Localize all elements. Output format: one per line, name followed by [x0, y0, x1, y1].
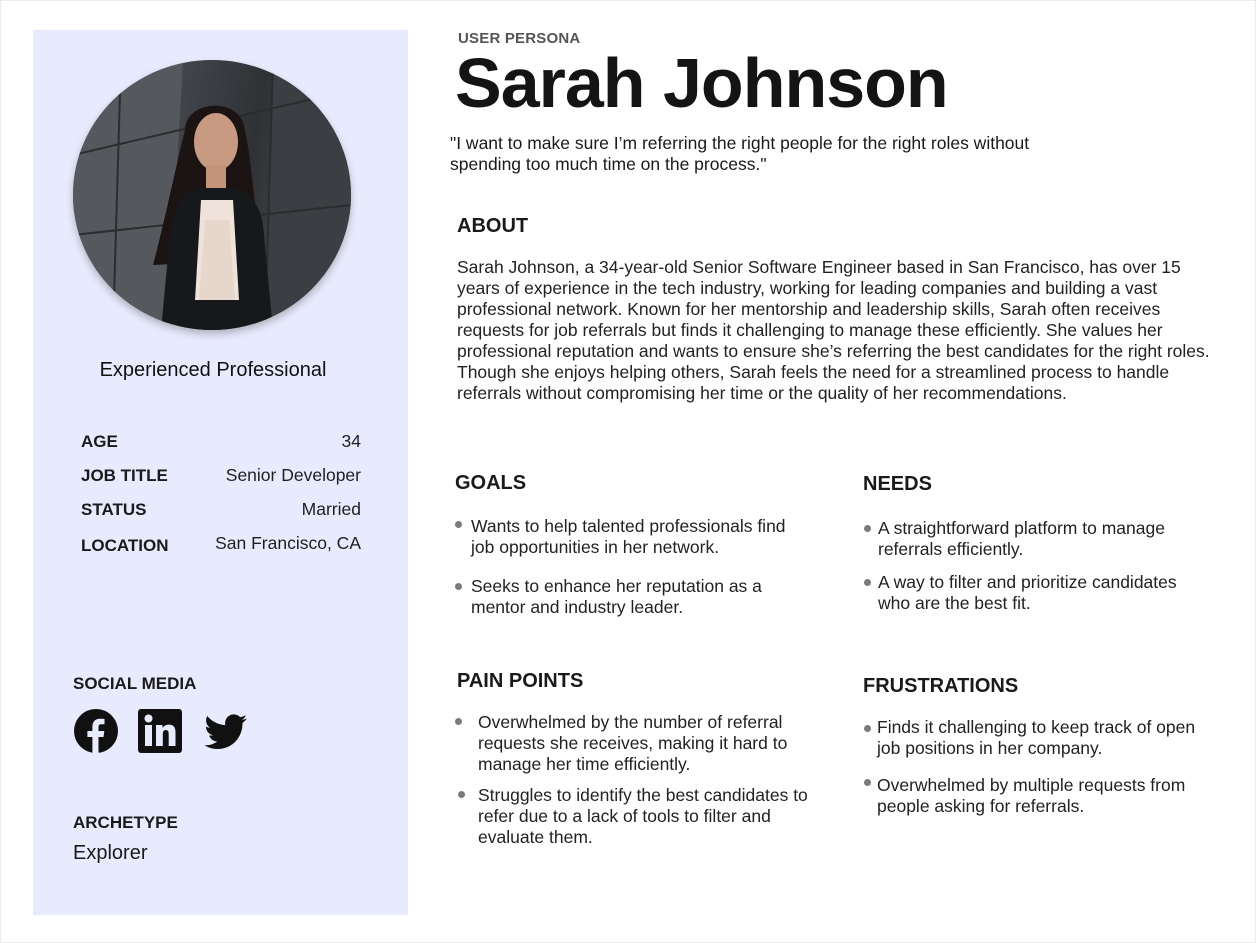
persona-quote: "I want to make sure I’m referring the right people for the right roles without spending too much time on the process." — [450, 133, 1030, 174]
frustrations-heading: FRUSTRATIONS — [863, 675, 1019, 697]
archetype-heading: ARCHETYPE — [73, 813, 178, 832]
list-item-text: Wants to help talented professionals find job opportunities in her network. — [471, 516, 786, 557]
fact-row-job-title — [81, 463, 361, 497]
bullet-dot — [455, 583, 462, 590]
profile-sidebar — [33, 30, 408, 915]
list-item — [877, 717, 1197, 759]
list-item — [878, 518, 1193, 560]
list-item — [471, 576, 791, 618]
profile-photo-illustration — [73, 60, 351, 330]
profile-photo — [73, 60, 351, 330]
bullet-dot — [864, 579, 871, 586]
goals-list — [471, 516, 791, 618]
list-item-text: Seeks to enhance her reputation as a mentor and industry leader. — [471, 576, 762, 617]
bullet-dot — [455, 718, 462, 725]
fact-value: Married — [301, 499, 361, 519]
fact-value: 34 — [341, 431, 361, 451]
fact-label: AGE — [81, 432, 118, 451]
list-item-text: A way to filter and prioritize candidates who are the best fit. — [878, 572, 1177, 613]
document-eyebrow: USER PERSONA — [458, 30, 581, 47]
frustrations-list — [877, 717, 1197, 817]
goals-heading: GOALS — [455, 472, 527, 494]
list-item — [478, 785, 823, 848]
persona-facts — [81, 429, 361, 565]
facebook-icon[interactable] — [73, 708, 119, 754]
list-item-text: Overwhelmed by the number of referral requests she receives, making it hard to manage her time efficiently. — [478, 712, 788, 774]
list-item — [878, 572, 1193, 614]
fact-row-location — [81, 531, 361, 565]
fact-label: STATUS — [81, 500, 147, 519]
needs-heading: NEEDS — [863, 473, 932, 495]
fact-value: San Francisco, CA — [215, 533, 361, 553]
list-item-text: A straightforward platform to manage referrals efficiently. — [878, 518, 1165, 559]
bullet-dot — [864, 725, 871, 732]
list-item — [478, 712, 823, 775]
list-item — [877, 775, 1197, 817]
fact-label: JOB TITLE — [81, 466, 168, 485]
bullet-dot — [864, 779, 871, 786]
list-item-text: Overwhelmed by multiple requests from people asking for referrals. — [877, 775, 1186, 816]
bullet-dot — [455, 521, 462, 528]
twitter-icon[interactable] — [203, 708, 249, 754]
list-item-text: Struggles to identify the best candidates to refer due to a lack of tools to filter and evaluate them. — [478, 785, 808, 847]
social-media-heading: SOCIAL MEDIA — [73, 674, 197, 693]
persona-name: Sarah Johnson — [455, 44, 948, 122]
pain-points-list — [478, 712, 823, 848]
about-heading: ABOUT — [457, 215, 529, 237]
list-item — [471, 516, 791, 558]
linkedin-icon[interactable] — [137, 708, 183, 754]
about-text: Sarah Johnson, a 34-year-old Senior Software Engineer based in San Francisco, has over 15 years of experience in the tech industry, working for leading companies and building a vast professional network. Known for her mentorship and leadership skills, Sarah often receives requests for job referrals but finds it challenging to manage these efficiently. She values her professional reputation and wants to ensure she’s referring the best candidates for the right roles. Though she enjoys helping others, Sarah feels the need for a streamlined process to handle referrals without compromising her time or the quality of her recommendations. — [457, 257, 1210, 403]
pain-points-heading: PAIN POINTS — [457, 670, 584, 692]
bullet-dot — [458, 791, 465, 798]
needs-list — [878, 518, 1193, 614]
fact-value: Senior Developer — [225, 465, 361, 485]
persona-caption: Experienced Professional — [99, 359, 327, 381]
bullet-dot — [864, 525, 871, 532]
fact-row-status — [81, 497, 361, 531]
fact-row-age — [81, 429, 361, 463]
list-item-text: Finds it challenging to keep track of open job positions in her company. — [877, 717, 1196, 758]
fact-label: LOCATION — [81, 536, 169, 555]
archetype-value: Explorer — [73, 842, 148, 864]
